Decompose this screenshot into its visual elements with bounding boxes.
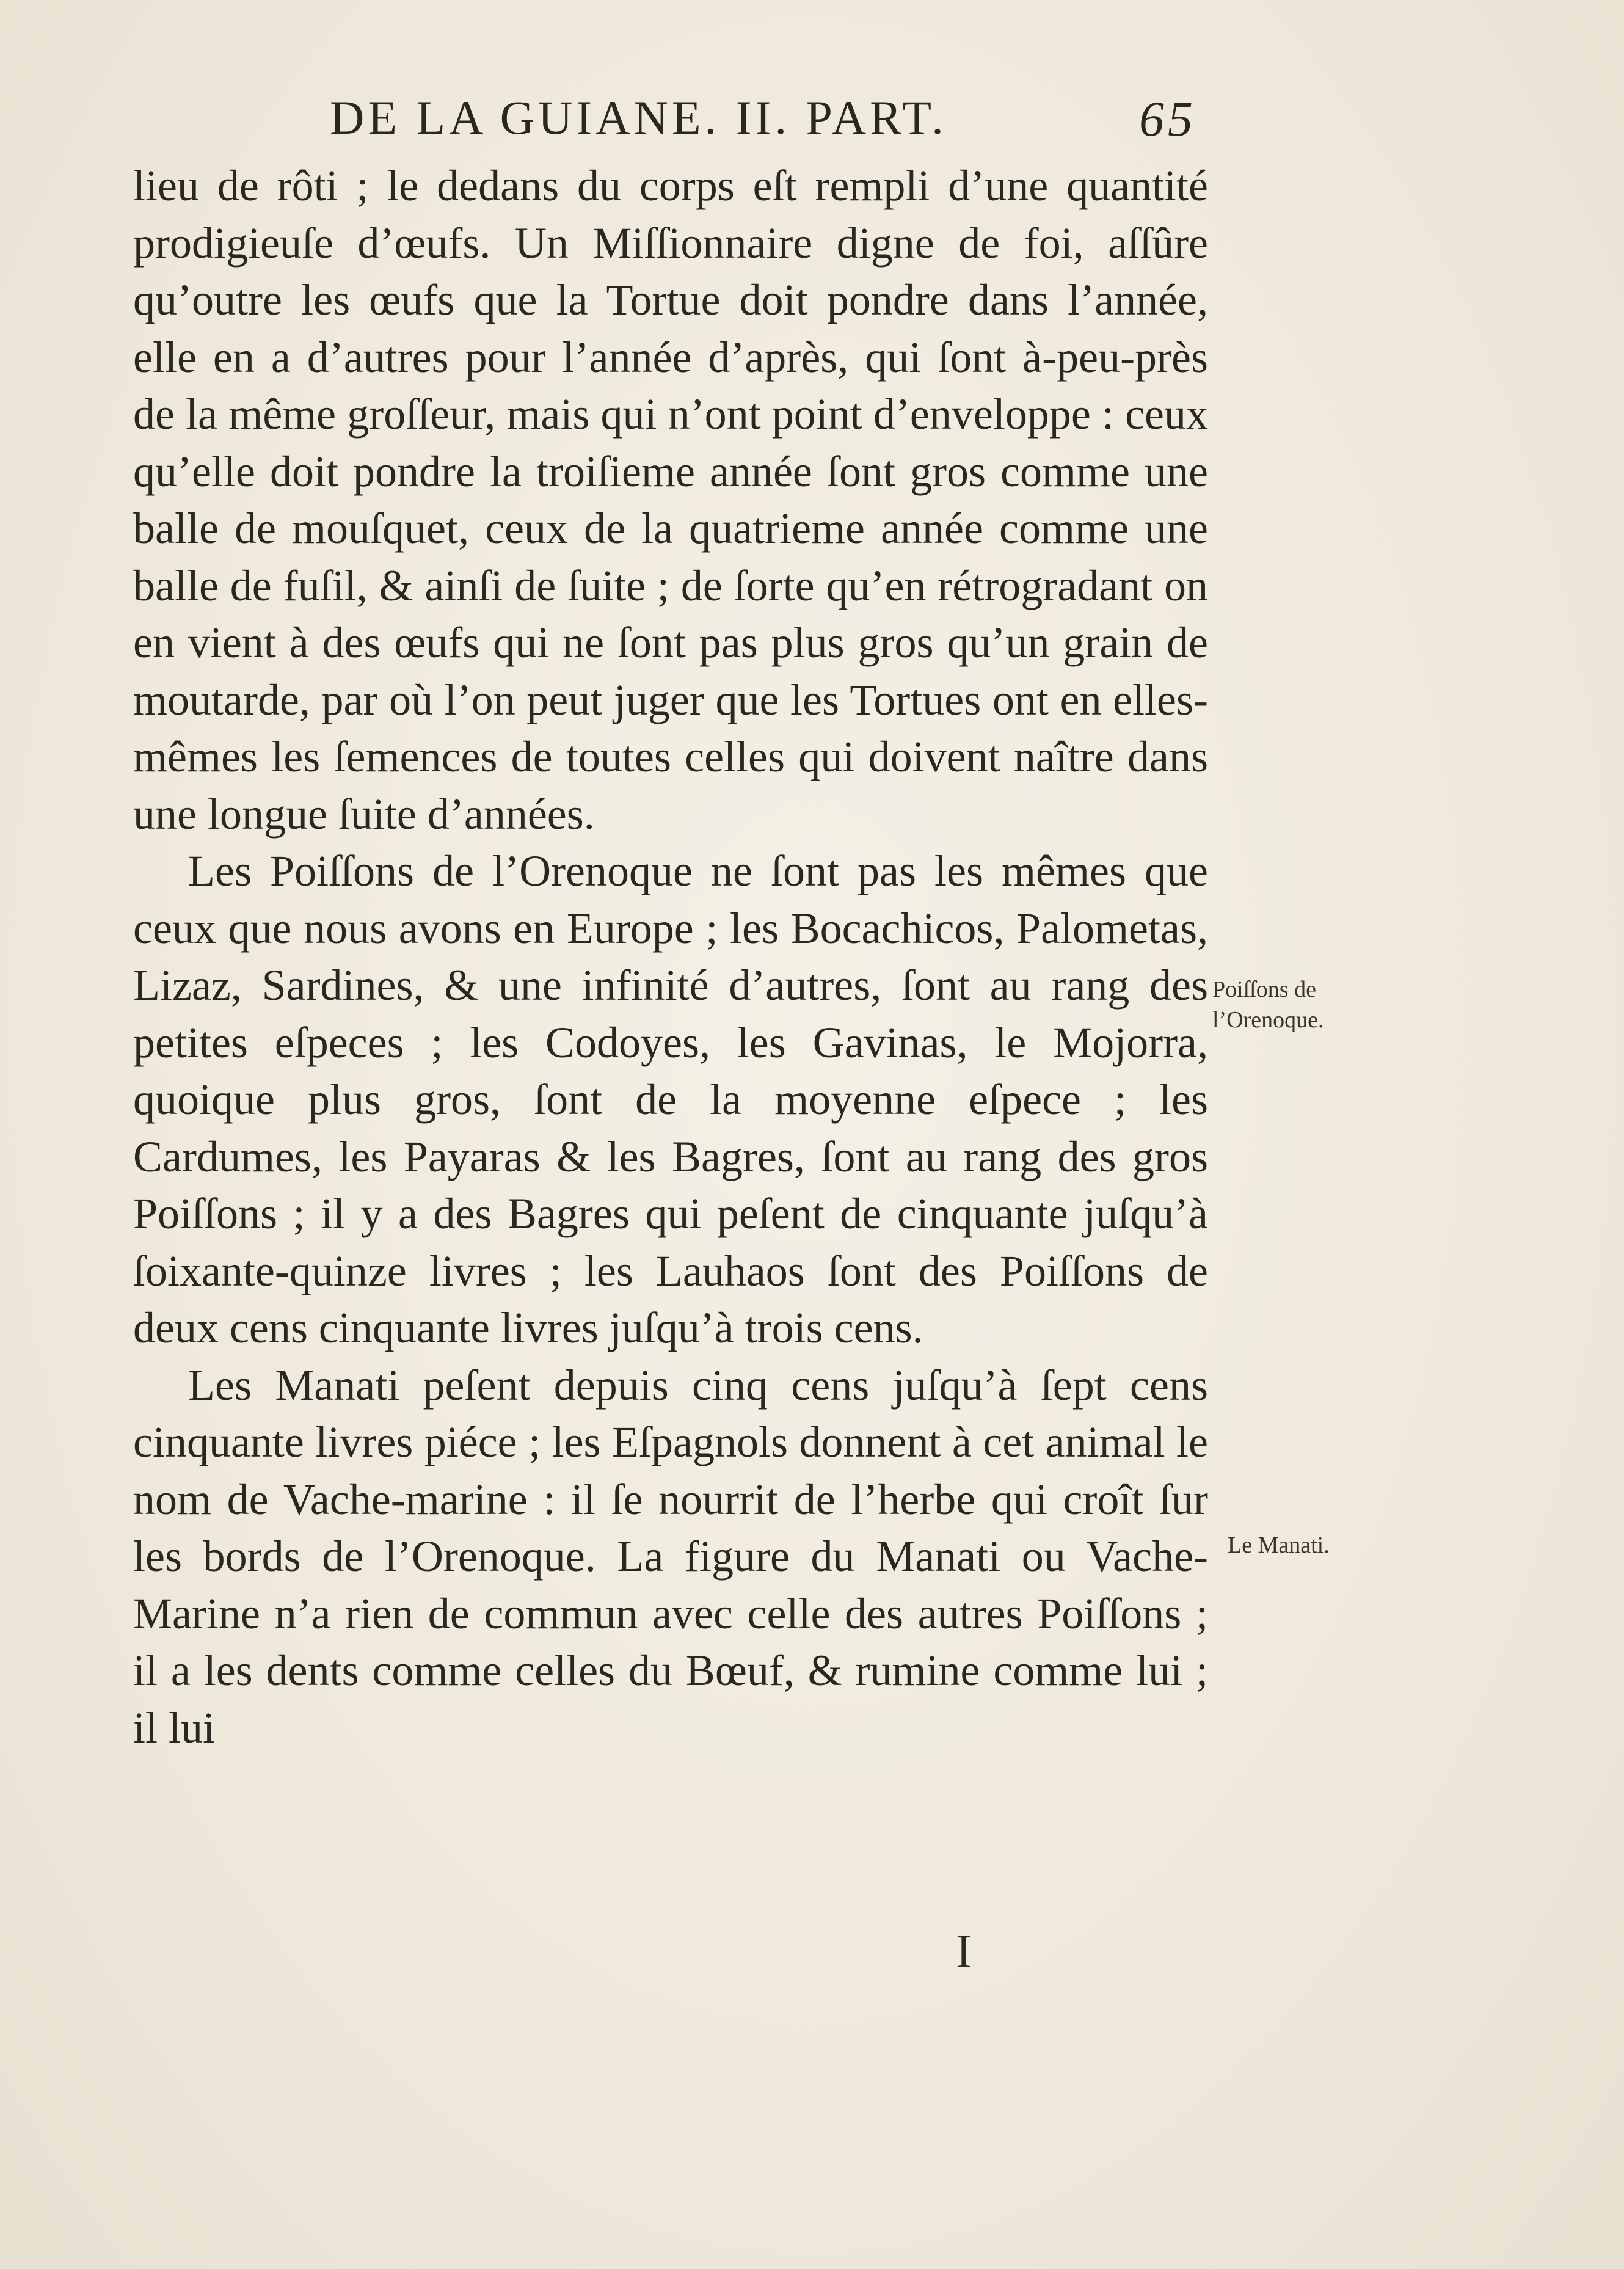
- margin-note-manati: Le Manati.: [1228, 1532, 1330, 1558]
- paragraph-manati: Les Manati peſent depuis cinq cens juſqu’à ſept cens cinquante livres piéce ; les Eſpagnols donnent à cet animal le nom de Vache-marine : il ſe nourrit de l’herbe qui croît ſur les bords de l’Orenoque. La figure du Manati ou Vache-Marine n’a rien de commun avec celle des autres Poiſſons ; il a les dents comme celles du Bœuf, & rumine comme lui ; il lui: [133, 1360, 1208, 1752]
- paragraph-poissons: Les Poiſſons de l’Orenoque ne ſont pas les mêmes que ceux que nous avons en Europe ; les Bocachicos, Palometas, Lizaz, Sardines, & une infinité d’autres, ſont au rang des petites eſpeces ; les Codoyes, les Gavinas, le Mojorra, quoique plus gros, ſont de la moyenne eſpece ; les Cardumes, les Payaras & les Bagres, ſont au rang des gros Poiſſons ; il y a des Bagres qui peſent de cinquante juſqu’à ſoixante-quinze livres ; les Lauhaos ſont des Poiſſons de deux cens cinquante livres juſqu’à trois cens.: [133, 847, 1208, 1352]
- page-number: 65: [1139, 91, 1196, 147]
- body-text: [133, 158, 1208, 1757]
- running-title: DE LA GUIANE. II. PART.: [330, 91, 947, 144]
- paragraph-tortues-continued: lieu de rôti ; le dedans du corps eſt rempli d’une quantité prodigieuſe d’œufs. Un Miſſionnaire digne de foi, aſſûre qu’outre les œufs que la Tortue doit pondre dans l’année, elle en a d’autres pour l’année d’après, qui ſont à-peu-près de la même groſſeur, mais qui n’ont point d’enveloppe : ceux qu’elle doit pondre la troiſieme année ſont gros comme une balle de mouſquet, ceux de la quatrieme année comme une balle de fuſil, & ainſi de ſuite ; de ſorte qu’en rétrogradant on en vient à des œufs qui ne ſont pas plus gros qu’un grain de moutarde, par où l’on peut juger que les Tortues ont en elles-mêmes les ſemences de toutes celles qui doivent naître dans une longue ſuite d’années.: [133, 161, 1208, 839]
- margin-note-poissons: Poiſſons de l’Orenoque.: [1212, 977, 1324, 1033]
- page-header: [330, 90, 1222, 158]
- signature-mark: I: [956, 1925, 972, 1978]
